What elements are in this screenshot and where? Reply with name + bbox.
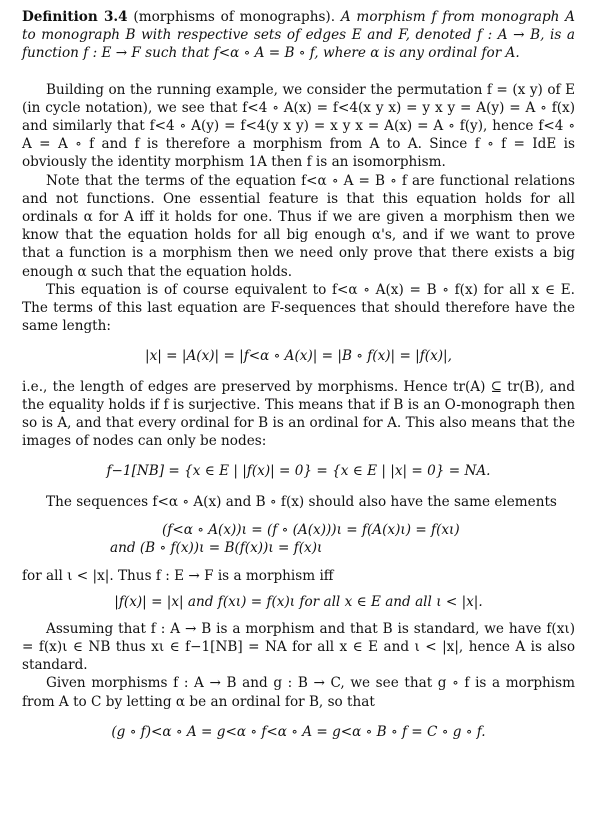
paragraph-functional-relations: Note that the terms of the equation f<α ∘ A = B ∘ f are functional relations and not functions. One essential feature is that this equation holds for all ordinals α for A iff it holds for one. Thus if we are given a morphism then we know that the equation holds for all big enough α's, and if we want to prove that a function is a morphism then we need only prove that there exists a big enough α such that the equation holds. — [22, 172, 575, 280]
definition-body: A morphism f from monograph A to monograph B with respective sets of edges E and F, denoted f : A → B, is a function f : E → F such that f<α ∘ A = B ∘ f, where α is any ordinal for A. — [22, 9, 575, 62]
paragraph-iff: for all ι < |x|. Thus f : E → F is a morphism iff — [22, 568, 334, 585]
equation-nodes: f−1[NB] = {x ∈ E | |f(x)| = 0} = {x ∈ E | |x| = 0} = NA. — [106, 463, 491, 480]
equation-sequences-line-1: (f<α ∘ A(x))ι = (f ∘ (A(x)))ι = f(A(x)ι) = f(xι) — [162, 521, 460, 538]
equation-sequences-line-2: and (B ∘ f(x))ι = B(f(x))ι = f(x)ι — [110, 540, 323, 557]
spacer — [22, 63, 575, 81]
paragraph-standard: Assuming that f : A → B is a morphism and that B is standard, we have f(xι) = f(x)ι ∈ NB thus xι ∈ f−1[NB] = NA for all x ∈ E and ι < |x|, hence A is also standard. — [22, 620, 575, 674]
definition-title: (morphisms of monographs). — [133, 9, 336, 25]
paragraph-equivalence: This equation is of course equivalent to f<α ∘ A(x) = B ∘ f(x) for all x ∈ E. The terms of this last equation are F-sequences that should therefore have the same length: — [22, 281, 575, 335]
paragraph-running-example: Building on the running example, we consider the permutation f = (x y) of E (in cycle notation), we see that f<4 ∘ A(x) = f<4(x y x) = y x y = A(y) = A ∘ f(x) and similarly that f<4 ∘ A(y) = f<4(y x y) = x y x = A(x) = A ∘ f(y), hence f<4 ∘ A = A ∘ f and f is therefore a morphism from A to A. Since f ∘ f = IdE is obviously the identity morphism 1A then f is an isomorphism. — [22, 81, 575, 171]
equation-iff: |f(x)| = |x| and f(xι) = f(x)ι for all x ∈ E and all ι < |x|. — [114, 594, 483, 611]
paragraph-length-preserved: i.e., the length of edges are preserved by morphisms. Hence tr(A) ⊆ tr(B), and the equality holds if f is surjective. This means that if B is an O-monograph then so is A, and that every ordinal for B is an ordinal for A. This also means that the images of nodes can only be nodes: — [22, 378, 575, 450]
equation-sequences — [22, 521, 575, 557]
paper-page — [22, 8, 575, 753]
paragraph-composition: Given morphisms f : A → B and g : B → C, we see that g ∘ f is a morphism from A to C by letting α be an ordinal for B, so that — [22, 675, 575, 710]
equation-length: |x| = |A(x)| = |f<α ∘ A(x)| = |B ∘ f(x)| = |f(x)|, — [145, 348, 452, 365]
paragraph-sequences: The sequences f<α ∘ A(x) and B ∘ f(x) should also have the same elements — [46, 493, 557, 510]
equation-composition: (g ∘ f)<α ∘ A = g<α ∘ f<α ∘ A = g<α ∘ B ∘ f = C ∘ g ∘ f. — [111, 723, 486, 740]
definition-heading: Definition 3.4 — [22, 9, 128, 25]
definition-block — [22, 8, 575, 63]
